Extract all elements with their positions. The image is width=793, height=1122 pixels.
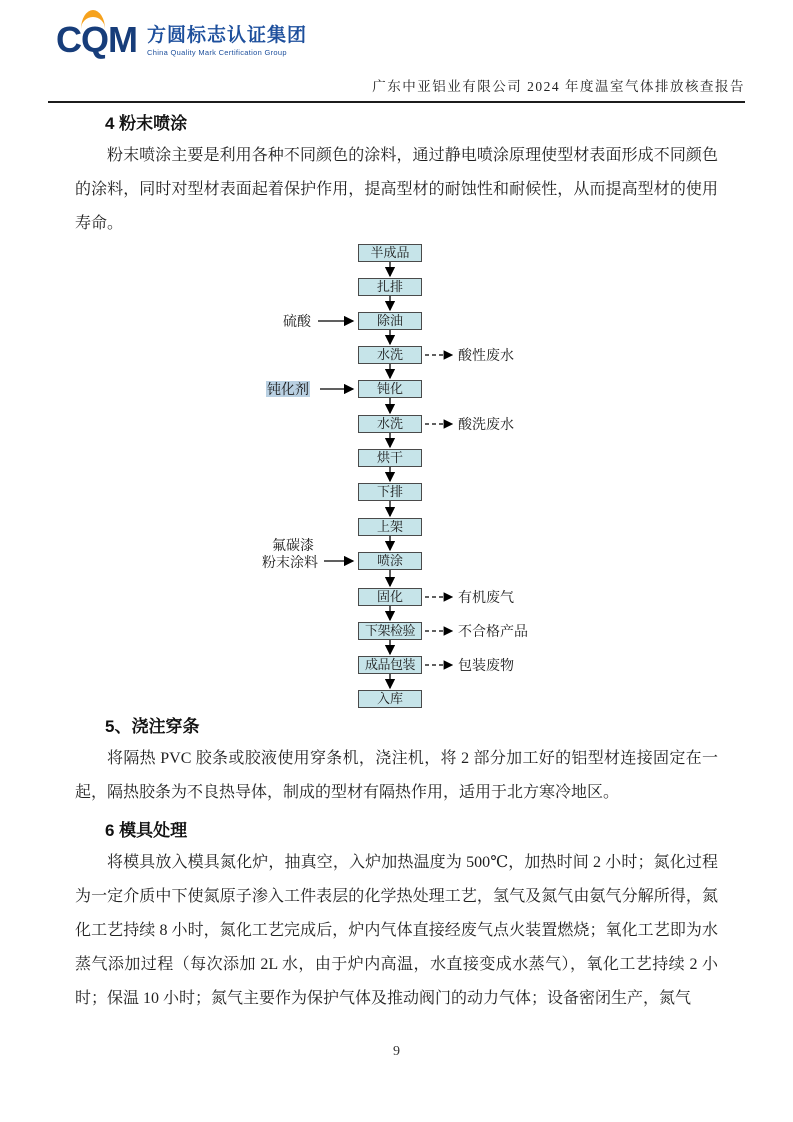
flow-step-degreasing: 除油 (358, 312, 422, 330)
cqm-logo (56, 14, 307, 60)
report-title: 广东中亚铝业有限公司 2024 年度温室气体排放核查报告 (372, 79, 745, 94)
flow-step-spraying: 喷涂 (358, 552, 422, 570)
flow-step-rack-binding: 扎排 (358, 278, 422, 296)
logo-name-en: China Quality Mark Certification Group (147, 48, 287, 57)
flow-step-water-wash-1: 水洗 (358, 346, 422, 364)
flow-step-drying: 烘干 (358, 449, 422, 467)
flow-step-water-wash-2: 水洗 (358, 415, 422, 433)
flow-input-powder-coating: 粉末涂料 (262, 554, 318, 570)
flow-step-inspection: 下架检验 (358, 622, 422, 640)
flow-step-semifinished: 半成品 (358, 244, 422, 262)
flow-output-pickling-wastewater: 酸洗废水 (458, 416, 514, 432)
section-heading-4: 4 粉末喷涂 (105, 114, 188, 133)
cqm-logo-acronym: CQM (56, 19, 138, 60)
flow-input-sulfuric-acid: 硫酸 (283, 313, 311, 329)
page-number: 9 (393, 1044, 400, 1059)
flow-step-packaging: 成品包装 (358, 656, 422, 674)
flow-input-passivator: 钝化剂 (267, 381, 309, 397)
section-6-paragraph: 将模具放入模具氮化炉，抽真空，入炉加热温度为 500℃，加热时间 2 小时；氮化过程为一定介质中下使氮原子渗入工件表层的化学热处理工艺，氢气及氮气由氨气分解所得，氮化工艺持续 8 小时，氮化工艺完成后，炉内气体直接经废气点火装置燃烧；氧化工艺即为水蒸气添加过程（每次添加 2L 水，由于炉内高温，水直接变成水蒸气），氧化工艺持续 2 小时；保温 10 小时；氮气主要作为保护气体及推动阀门的动力气体；设备密闭生产，氮气 (75, 854, 718, 1007)
flow-output-acidic-wastewater: 酸性废水 (458, 347, 514, 363)
section-5-paragraph: 将隔热 PVC 胶条或胶液使用穿条机，浇注机，将 2 部分加工好的铝型材连接固定在一起，隔热胶条为不良热导体，制成的型材有隔热作用，适用于北方寒冷地区。 (75, 750, 718, 801)
section-heading-5: 5、浇注穿条 (105, 717, 200, 736)
logo-name-cn: 方圆标志认证集团 (147, 25, 308, 46)
section-4-paragraph: 粉末喷涂主要是利用各种不同颜色的涂料，通过静电喷涂原理使型材表面形成不同颜色的涂料，同时对型材表面起着保护作用，提高型材的耐蚀性和耐候性，从而提高型材的使用寿命。 (75, 147, 718, 232)
flow-step-racking: 上架 (358, 518, 422, 536)
cqm-logo-text (147, 17, 307, 57)
flow-output-rejected-products: 不合格产品 (458, 623, 528, 639)
flow-input-fluorocarbon-paint: 氟碳漆 (272, 537, 314, 553)
flow-step-warehousing: 入库 (358, 690, 422, 708)
page-header (48, 0, 745, 103)
powder-coating-flowchart (0, 241, 793, 711)
flow-step-curing: 固化 (358, 588, 422, 606)
flow-step-passivation: 钝化 (358, 380, 422, 398)
flow-output-packaging-waste: 包装废物 (458, 657, 514, 673)
page-content (75, 112, 718, 1060)
cqm-logo-q-arc-icon: Q (81, 19, 109, 60)
flow-step-unracking: 下排 (358, 483, 422, 501)
section-heading-6: 6 模具处理 (105, 821, 188, 840)
flow-output-organic-waste-gas: 有机废气 (458, 589, 514, 605)
